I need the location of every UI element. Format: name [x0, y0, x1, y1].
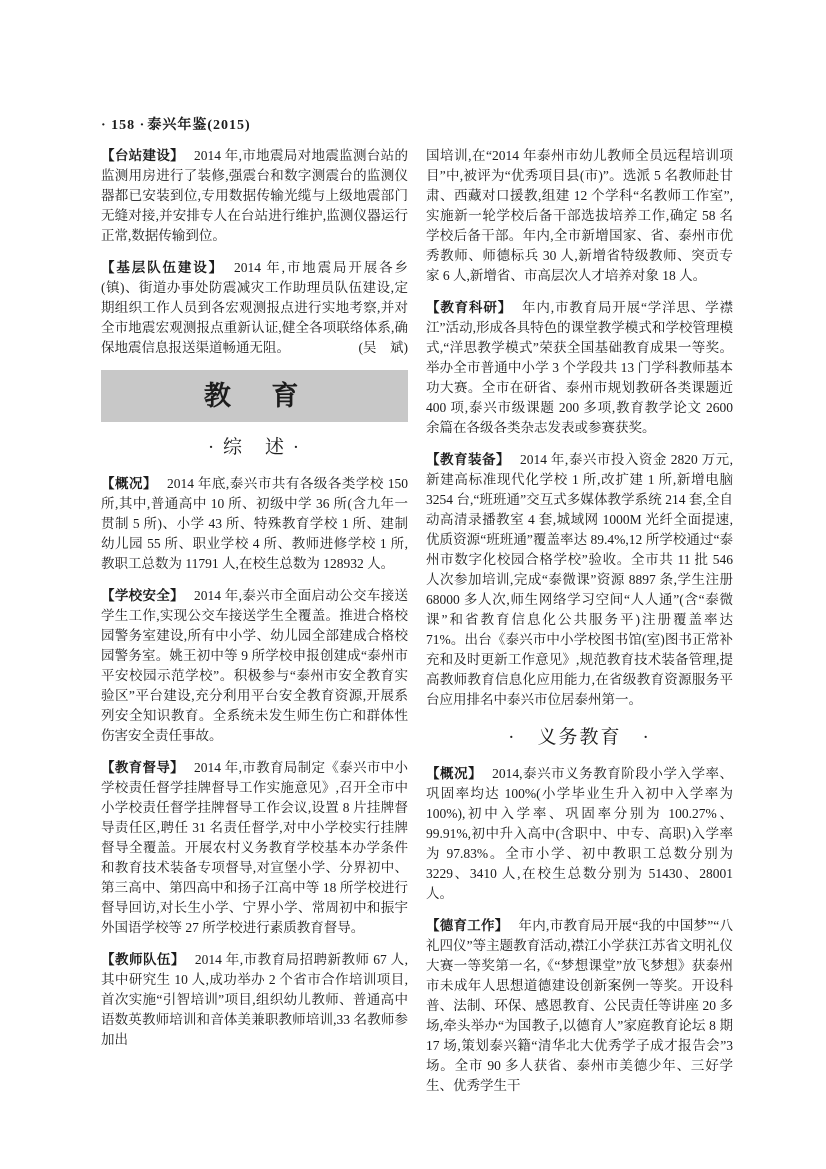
book-title: 泰兴年鉴(2015) — [147, 118, 251, 133]
entry-compulsory-education-overview — [426, 764, 733, 904]
continuation-paragraph — [426, 146, 733, 286]
entry-text: 2014 年,泰兴市全面启动公交车接送学生工作,实现公交车接送学生全覆盖。推进合格校园警务室建设,所有中小学、幼儿园全部建成合格校园警务室。姚王初中等 9 所学校申报创建成“泰州市平安校园示范学校”。积极参与“泰州市安全教育实验区”平台建设,充分利用平台安全教育资源,开展系列安全知识教育。全系统未发生师生伤亡和群体性伤害安全责任事故。 — [101, 588, 409, 743]
entry-moral-education — [426, 916, 733, 1096]
entry-school-safety — [101, 586, 408, 746]
chapter-title: 教 育 — [203, 381, 306, 411]
entry-text: 2014 年,泰兴市投入资金 2820 万元,新建高标准现代化学校 1 所,改扩建 1 所,新增电脑 3254 台,“班班通”交互式多媒体教学系统 214 套,全自动高清录播教室 4 套,城域网 1000M 光纤全面提速,优质资源“班班通”覆盖率达 89.4%,12 所学校通过“泰州市数字化校园合格学校”验收。全市共 11 批 546 人次参加培训,完成“泰微课”资源 8897 条,学生注册 68000 多人次,师生网络学习空间“人人通”(含“泰微课”和省教育信息化公共服务平)注册覆盖率达 71%。出台《泰兴市中小学校图书馆(室)图书正常补充和及时更新工作意见》,规范教育技术装备管理,提高教师教育信息化应用能力,在省级教育资源服务平台应用排名中泰兴市位居泰州第一。 — [426, 452, 734, 707]
entry-text: 2014 年,市教育局招聘新教师 67 人,其中研究生 10 人,成功举办 2 个省市合作培训项目,首次实施“引智培训”项目,组织幼儿教师、普通高中语数英教师培训和音体美兼职教师培训,33 名教师参加出 — [101, 952, 409, 1047]
entry-text: 2014,泰兴市义务教育阶段小学入学率、巩固率均达 100%(小学毕业生升入初中入学率为100%),初中入学率、巩固率分别为 100.27%、99.91%,初中升入高中(含职中、中专、高职)入学率为 97.83%。全市小学、初中教职工总数分别为 3229、3410 人,在校生总数分别为 51430、28001 人。 — [426, 766, 734, 901]
entry-label: 【基层队伍建设】 — [101, 260, 224, 275]
entry-text: 2014 年底,泰兴市共有各级各类学校 150 所,其中,普通高中 10 所、初级中学 36 所(含九年一贯制 5 所)、小学 43 所、特殊教育学校 1 所、建制幼儿园 55 所、职业学校 4 所、教师进修学校 1 所,教职工总数为 11791 人,在校生总数为 128932 人。 — [101, 476, 409, 571]
entry-text: 国培训,在“2014 年泰州市幼儿教师全员远程培训项目”中,被评为“优秀项目县(市)”。选派 5 名教师赴甘肃、西藏对口援教,组建 12 个学科“名教师工作室”,实施新一轮学校后备干部选拔培养工作,确定 58 名学校后备干部。年内,全市新增国家、省、泰州市优秀教师、师德标兵 30 人,新增省特级教师、突贡专家 6 人,新增省、市高层次人才培养对象 18 人。 — [426, 148, 733, 283]
entry-education-supervision — [101, 758, 408, 938]
entry-label: 【教育科研】 — [426, 300, 513, 315]
section-heading-compulsory-education: · 义务教育 · — [508, 727, 651, 748]
right-column — [426, 146, 733, 1096]
entry-label: 【概况】 — [426, 766, 483, 781]
author-signature: (吴 斌) — [358, 340, 408, 355]
entry-general-overview — [101, 474, 408, 574]
entry-text: 年内,市教育局开展“我的中国梦”“八礼四仪”等主题教育活动,襟江小学获江苏省文明礼仪大赛一等奖第一名,《“梦想课堂”放飞梦想》获泰州市未成年人思想道德建设创新案例一等奖。开设科普、法制、环保、感恩教育、公民责任等讲座 20 多场,牵头举办“为国教子,以德育人”家庭教育论坛 8 期 17 场,策划泰兴籍“清华北大优秀学子成才报告会”3 场。全市 90 多人获省、泰州市美德少年、三好学生、优秀学生干 — [426, 918, 733, 1093]
entry-label: 【教师队伍】 — [101, 952, 185, 967]
entry-label: 【德育工作】 — [426, 918, 509, 933]
entry-label: 【教育督导】 — [101, 760, 185, 775]
left-column — [101, 146, 408, 1096]
page-number: · 158 · — [101, 118, 146, 133]
entry-grassroots-team-building — [101, 258, 408, 358]
chapter-title-bar-education — [101, 370, 408, 422]
entry-text: 2014 年,市地震局对地震监测台站的监测用房进行了装修,强震台和数字测震台的监测仪器都已安装到位,专用数据传输光缆与上级地震部门无缝对接,并安排专人在台站进行维护,监测仪器运行正常,数据传输到位。 — [101, 148, 409, 243]
entry-station-construction — [101, 146, 408, 246]
entry-text: 2014 年,市教育局制定《泰兴市中小学校责任督学挂牌督导工作实施意见》,召开全市中小学校责任督学挂牌督导工作会议,设置 8 片挂牌督导责任区,聘任 31 名责任督学,对中小学校实行挂牌督导全覆盖。开展农村义务教育学校基本办学条件和教育技术装备专项督导,对宣堡小学、分界初中、第三高中、第四高中和扬子江高中等 18 所学校进行督导回访,对长生小学、宁界小学、常周初中和振宇外国语学校等 27 所学校进行素质教育督导。 — [101, 760, 409, 935]
entry-education-equipment — [426, 450, 733, 710]
entry-education-research — [426, 298, 733, 438]
entry-teacher-workforce — [101, 950, 408, 1050]
entry-label: 【概况】 — [101, 476, 158, 491]
entry-text: 2014 年,市地震局开展各乡(镇)、街道办事处防震减灾工作助理员队伍建设,定期组织工作人员到各宏观测报点进行实地考察,并对全市地震宏观测报点重新认证,健全各项联络体系,确保地震信息报送渠道畅通无阻。 — [101, 260, 408, 355]
running-header — [101, 114, 251, 134]
text-columns — [101, 146, 733, 1096]
entry-label: 【台站建设】 — [101, 148, 185, 163]
entry-label: 【学校安全】 — [101, 588, 185, 603]
entry-text: 年内,市教育局开展“学洋思、学襟江”活动,形成各具特色的课堂教学模式和学校管理模式,“洋思教学模式”荣获全国基础教育成果一等奖。举办全市普通中小学 3 个学段共 13 门学科教师基本功大赛。全市在研省、泰州市规划教研各类课题近 400 项,泰兴市级课题 200 多项,教育教学论文 2600 余篇在各级各类杂志发表或参赛获奖。 — [426, 300, 734, 435]
entry-label: 【教育装备】 — [426, 452, 511, 467]
section-heading-overview: · 综 述 · — [207, 437, 302, 458]
